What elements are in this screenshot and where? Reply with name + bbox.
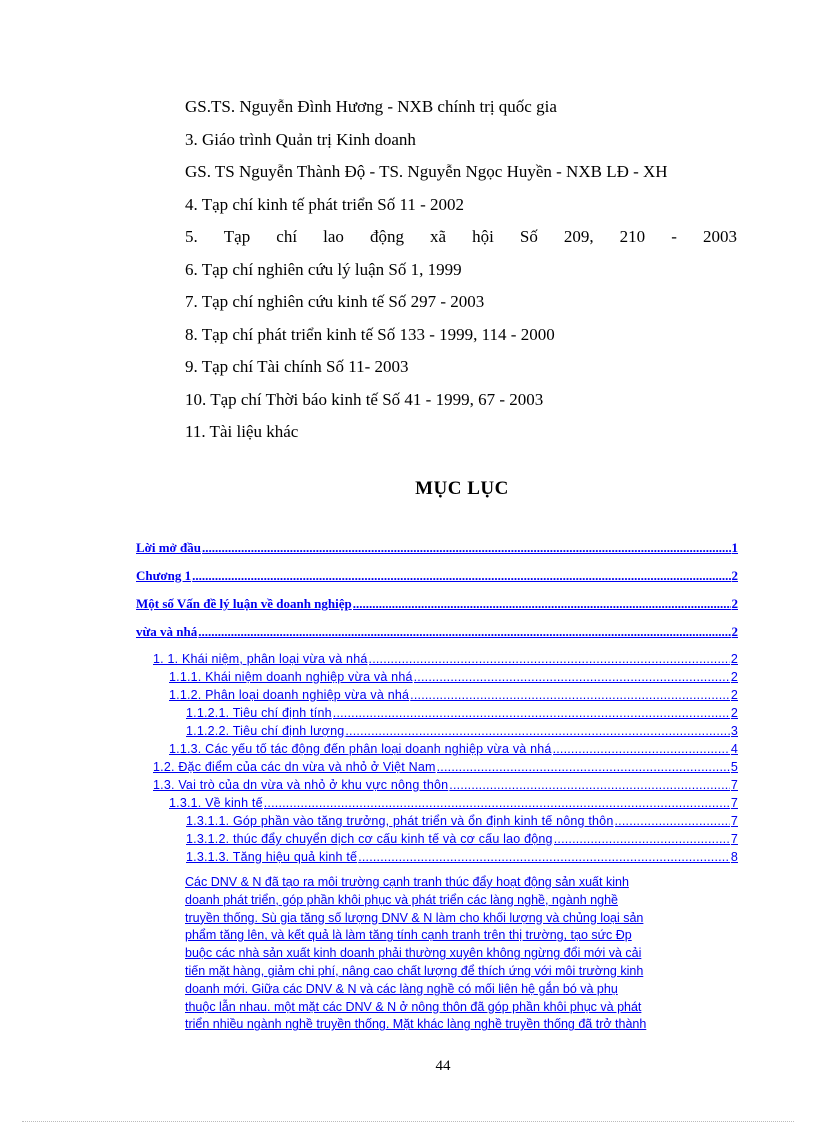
ref-word: hội: [472, 227, 494, 246]
paragraph-line: triển nhiều ngành nghề truyền thống. Mặt khác làng nghề truyền thống đã trở thành: [185, 1017, 647, 1032]
toc-link[interactable]: [186, 724, 738, 738]
paragraph-line: phẩm tăng lên, và kết quả là làm tăng tính cạnh tranh trên thị trường, tạo sức Ðp: [185, 928, 632, 943]
reference-item: 4. Tạp chí kinh tế phát triển Số 11 - 2002: [185, 194, 465, 214]
paragraph-line: tiến mặt hàng, giảm chi phí, nâng cao chất lượng để thích ứng với môi trường kinh: [185, 963, 644, 978]
ref-word: xã: [429, 227, 447, 246]
toc-link-page: 2: [730, 652, 738, 666]
toc-link[interactable]: [136, 540, 738, 556]
page-bottom-divider: [22, 1121, 794, 1122]
paragraph-line: thuộc lẫn nhau. một mặt các DNV & N ở nông thôn đã góp phần khôi phục và phát: [185, 999, 642, 1014]
toc-link-page: 3: [730, 724, 738, 738]
toc-leader-dots: [202, 540, 731, 556]
reference-item: 9. Tạp chí Tài chính Số 11- 2003: [185, 357, 409, 376]
paragraph-line: doanh phát triển, góp phần khôi phục và phát triển các làng nghề, ngành nghề: [185, 892, 618, 907]
toc-link-title: 1.1.2.1. Tiêu chí định tính: [186, 706, 332, 720]
toc-link-title: 1.1.3. Các yếu tố tác động đến phân loại doanh nghiệp vừa và nhá: [169, 742, 552, 756]
toc-link[interactable]: [169, 670, 738, 684]
toc-link[interactable]: [153, 760, 738, 774]
toc-link-title: 1.3.1. Về kinh tế: [169, 796, 263, 810]
toc-link[interactable]: [186, 850, 738, 864]
toc-leader-dots: [449, 778, 730, 792]
toc-link[interactable]: [169, 688, 738, 702]
toc-link-page: 2: [731, 624, 738, 639]
toc-link-title: Chương 1: [136, 568, 192, 583]
toc-link-page: 8: [730, 850, 738, 864]
toc-link-title: 1.1.1. Khái niệm doanh nghiệp vừa và nhá: [169, 670, 413, 684]
page-number: 44: [435, 1058, 451, 1074]
toc-link-title: 1.1.2.2. Tiêu chí định lượng: [186, 724, 345, 738]
toc-link-title: 1.3.1.3. Tăng hiệu quả kinh tế: [186, 850, 358, 864]
toc-leader-dots: [333, 706, 730, 720]
reference-item: 7. Tạp chí nghiên cứu kinh tế Số 297 - 2003: [185, 292, 485, 311]
toc-leader-dots: [553, 742, 730, 756]
reference-item: 6. Tạp chí nghiên cứu lý luận Số 1, 1999: [185, 259, 462, 279]
toc-leader-dots: [358, 850, 730, 864]
toc-leader-dots: [369, 652, 730, 666]
toc-link-title: 1.2. Đặc điểm của các dn vừa và nhỏ ở Việt Nam: [153, 760, 436, 774]
toc-link-page: 2: [731, 596, 738, 611]
ref-word: Tạp: [223, 227, 251, 246]
ref-word: lao: [323, 227, 344, 246]
toc-leader-dots: [615, 814, 730, 828]
toc-link-page: 7: [730, 832, 738, 846]
toc-link-title: Lời mở đầu: [136, 540, 201, 555]
toc-link[interactable]: [136, 568, 738, 584]
toc-link[interactable]: [169, 742, 738, 756]
reference-item: GS. TS Nguyễn Thành Độ - TS. Nguyễn Ngọc Huyền - NXB LĐ - XH: [185, 162, 668, 181]
ref-word: -: [671, 227, 677, 246]
toc-link-title: 1.3. Vai trò của dn vừa và nhỏ ở khu vực nông thôn: [153, 778, 449, 792]
toc-link[interactable]: [186, 706, 738, 720]
reference-item: 11. Tài liệu khác: [185, 422, 299, 441]
toc-leader-dots: [264, 796, 730, 810]
toc-link-page: 7: [730, 814, 738, 828]
ref-word: động: [369, 227, 404, 246]
reference-item: 10. Tạp chí Thời báo kinh tế Số 41 - 1999, 67 - 2003: [185, 389, 544, 409]
ref-word: Số: [519, 227, 538, 246]
paragraph-line: Các DNV & N đã tạo ra môi trường cạnh tranh thúc đẩy hoạt động sản xuất kinh: [185, 875, 629, 889]
toc-link[interactable]: [186, 832, 738, 846]
toc-link-page: 4: [730, 742, 738, 756]
toc-link-title: 1. 1. Khái niệm, phân loại vừa và nhá: [153, 652, 368, 666]
toc-link-title: 1.3.1.2. thúc đẩy chuyển dịch cơ cấu kinh tế và cơ cấu lao động: [186, 832, 553, 846]
paragraph-line: buộc các nhà sản xuất kinh doanh phải thường xuyên không ngừng đổi mới và cải: [185, 946, 642, 961]
toc-leader-dots: [554, 832, 730, 846]
toc-link-page: 2: [730, 706, 738, 720]
toc-link[interactable]: [136, 596, 738, 612]
toc-leader-dots: [353, 596, 731, 612]
toc-leader-dots: [410, 688, 730, 702]
toc-leader-dots: [414, 670, 730, 684]
toc-link[interactable]: [136, 624, 738, 640]
toc-link-title: vừa và nhá: [136, 624, 198, 639]
toc-link[interactable]: [169, 796, 738, 810]
toc-link-page: 7: [730, 778, 738, 792]
toc-link[interactable]: [186, 814, 738, 828]
ref-word: 209,: [563, 227, 594, 246]
toc-title: MỤC LỤC: [415, 478, 509, 499]
ref-word: 2003: [702, 227, 737, 246]
toc-link[interactable]: [153, 652, 738, 666]
toc-leader-dots: [192, 568, 730, 584]
toc-link[interactable]: [153, 778, 738, 792]
reference-item-justified: [185, 226, 737, 259]
ref-word: 5.: [185, 227, 198, 246]
ref-word: chí: [276, 227, 298, 246]
toc-link-page: 2: [730, 688, 738, 702]
toc-link-title: 1.3.1.1. Góp phần vào tăng trưởng, phát triển và ổn định kinh tế nông thôn: [186, 814, 614, 828]
toc-leader-dots: [345, 724, 729, 738]
toc-leader-dots: [198, 624, 730, 640]
toc-link-page: 7: [730, 796, 738, 810]
ref-word: 210: [619, 227, 646, 246]
reference-item: 3. Giáo trình Quản trị Kinh doanh: [185, 129, 416, 149]
reference-item: 8. Tạp chí phát triển kinh tế Số 133 - 1999, 114 - 2000: [185, 324, 555, 344]
reference-list: [185, 96, 737, 454]
toc-link-title: 1.1.2. Phân loại doanh nghiệp vừa và nhá: [169, 688, 410, 702]
paragraph-line: truyền thống. Sù gia tăng số lượng DNV & N làm cho khối lượng và chủng loại sản: [185, 910, 644, 925]
reference-item: GS.TS. Nguyễn Đình Hương - NXB chính trị quốc gia: [185, 97, 557, 116]
toc-paragraph-link[interactable]: [185, 874, 738, 1034]
toc-link-page: 2: [730, 670, 738, 684]
toc-link-page: 5: [730, 760, 738, 774]
toc-link-page: 2: [731, 568, 738, 583]
toc-link-page: 1: [731, 540, 738, 555]
toc-link-title: Một số Vấn đề lý luận về doanh nghiệp: [136, 596, 352, 611]
paragraph-line: doanh mới. Giữa các DNV & N và các làng nghề có mối liên hệ gắn bó và phụ: [185, 981, 618, 996]
toc-leader-dots: [437, 760, 730, 774]
